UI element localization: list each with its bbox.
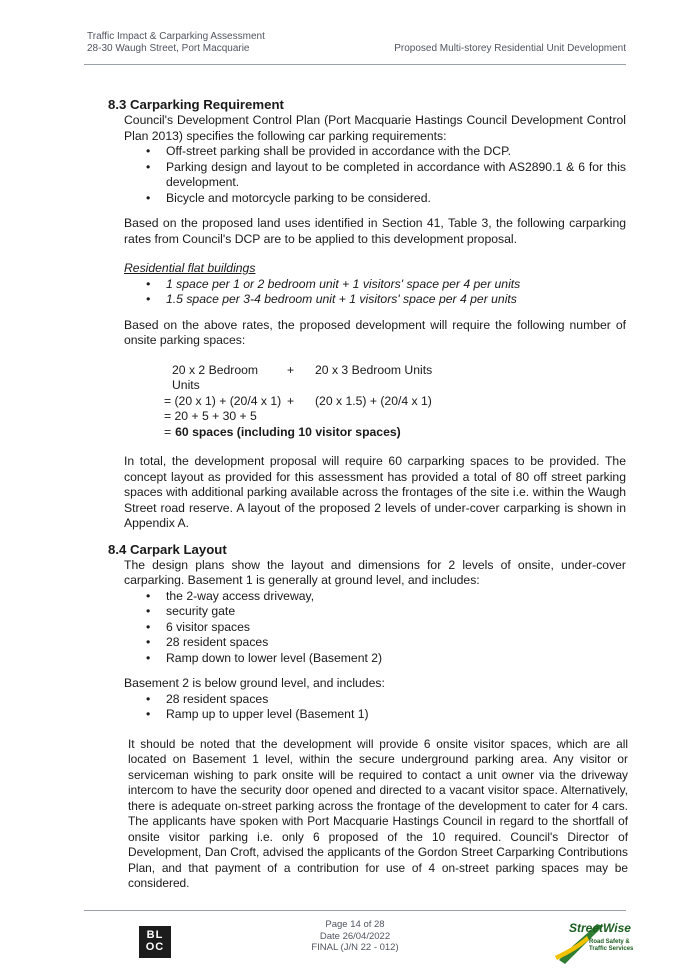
calc-2bed-formula: = (20 x 1) + (20/4 x 1)	[164, 393, 282, 408]
list-item: • Bicycle and motorcycle parking to be considered.	[166, 191, 626, 207]
streetwise-logo	[553, 916, 634, 966]
rates-list	[124, 277, 626, 308]
page-number: Page 14 of 28	[325, 919, 385, 930]
visitor-parking-paragraph: It should be noted that the development will provide 6 onsite visitor spaces, which are all located on Basement 1 level, within the secure underground parking area. Any visitor or serviceman wishing to park onsite will be required to contact a unit owner via the driveway intercom to have the security door opened and directed to a vacant visitor space. Alternatively, there is adequate on-street parking across the frontage of the development to cater for 4 cars. The applicants have spoken with Port Macquarie Hastings Council in regard to the shortfall of onsite visitor parking i.e. only 6 proposed of the 10 required. Council's Director of Development, Dan Croft, advised the applicants of the Gordon Street Carparking Contributions Plan, and that payment of a contribution for use of 4 on-street parking spaces may be considered.	[128, 736, 628, 890]
section-8-4-body	[108, 558, 626, 892]
list-item: • Off-street parking shall be provided in accordance with the DCP.	[166, 144, 626, 160]
section-8-3-heading: 8.3 Carparking Requirement	[108, 97, 284, 112]
logo-tagline-1: Road Safety &	[589, 939, 630, 945]
calc-row	[164, 363, 626, 394]
list-item: • Parking design and layout to be completed in accordance with AS2890.1 & 6 for this development.	[166, 160, 626, 191]
calc-row	[164, 409, 626, 425]
calc-plus: +	[287, 393, 295, 408]
total-requirement-paragraph: In total, the development proposal will require 60 carparking spaces to be provided. The concept layout as provided for this assessment has provided a total of 80 off street parking spaces with additional parking available across the frontages of the site i.e. within the Waugh Street road reserve. A layout of the proposed 2 levels of under-cover carparking is shown in Appendix A.	[124, 454, 626, 530]
calc-equals: =	[164, 424, 172, 439]
footer-page-info	[290, 919, 420, 954]
section-8-3-body	[108, 113, 626, 532]
section-8-3-intro: Council's Development Control Plan (Port Macquarie Hastings Council Development Control Plan 2013) specifies the following car parking requirements:	[124, 113, 626, 143]
dcp-requirements-list	[124, 144, 626, 206]
list-item: • 28 resident spaces	[166, 635, 626, 651]
basement-1-list	[124, 589, 626, 667]
blc-logo	[139, 926, 171, 958]
calc-3bed-units: 20 x 3 Bedroom Units	[315, 362, 433, 377]
calc-plus: +	[287, 362, 295, 377]
list-item: • Ramp up to upper level (Basement 1)	[166, 707, 626, 723]
header-document-title: Traffic Impact & Carparking Assessment	[87, 31, 265, 42]
document-status: FINAL (J/N 22 - 012)	[311, 942, 399, 953]
logo-tagline-2: Traffic Services	[589, 946, 634, 952]
blc-logo-top: BL	[146, 929, 164, 941]
calc-row	[164, 394, 626, 410]
calc-sum: = 20 + 5 + 30 + 5	[164, 409, 257, 423]
calc-2bed-units: 20 x 2 Bedroom Units	[172, 362, 259, 392]
document-date: Date 26/04/2022	[319, 930, 391, 942]
basement-2-intro: Basement 2 is below ground level, and includes:	[124, 676, 385, 690]
rates-subheading: Residential flat buildings	[124, 261, 256, 275]
section-8-4-heading: 8.4 Carpark Layout	[108, 541, 227, 557]
list-item: • Ramp down to lower level (Basement 2)	[166, 651, 626, 667]
list-item: • 28 resident spaces	[166, 692, 626, 708]
blc-logo-bottom: OC	[145, 941, 165, 953]
header-address: 28-30 Waugh Street, Port Macquarie	[87, 43, 250, 54]
header-left	[87, 31, 265, 55]
calc-3bed-formula: (20 x 1.5) + (20/4 x 1)	[315, 393, 432, 408]
section-8-4-intro: The design plans show the layout and dimensions for 2 levels of onsite, under-cover carparking. Basement 1 is generally at ground level, and includes:	[124, 557, 626, 587]
logo-wordmark: StreetWise	[569, 921, 631, 935]
header-project-title: Proposed Multi-storey Residential Unit Development	[394, 43, 626, 54]
list-item: • 1.5 space per 3-4 bedroom unit + 1 visitors' space per 4 per units	[166, 292, 626, 308]
list-item: • the 2-way access driveway,	[166, 589, 626, 605]
list-item: • 1 space per 1 or 2 bedroom unit + 1 visitors' space per 4 per units	[166, 277, 626, 293]
page-content	[108, 97, 626, 892]
calc-total: 60 spaces (including 10 visitor spaces)	[175, 424, 401, 439]
parking-calculation	[124, 363, 626, 441]
footer-divider	[84, 910, 626, 911]
list-item: • 6 visitor spaces	[166, 620, 626, 636]
calculation-intro: Based on the above rates, the proposed development will require the following number of onsite parking spaces:	[124, 317, 626, 347]
header-divider	[84, 64, 626, 65]
list-item: • security gate	[166, 604, 626, 620]
calc-row	[164, 425, 626, 441]
basement-2-list	[124, 692, 626, 723]
rates-paragraph: Based on the proposed land uses identified in Section 41, Table 3, the following carparking rates from Council's DCP are to be applied to this development proposal.	[124, 216, 626, 246]
